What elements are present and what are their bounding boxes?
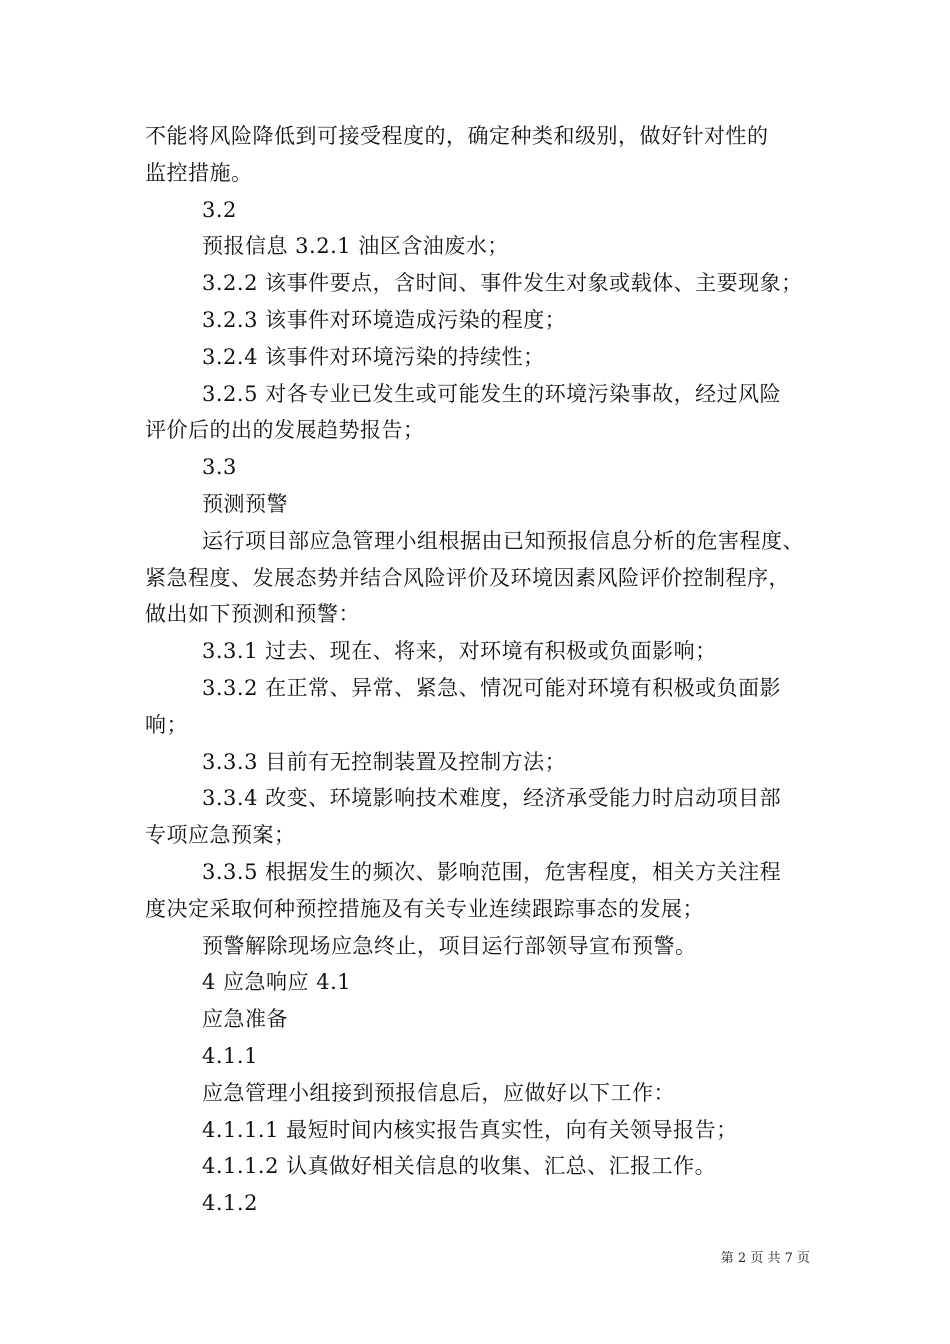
text-line: 运行项目部应急管理小组根据由已知预报信息分析的危害程度、 — [202, 528, 804, 553]
text-line: 4.1.1 — [202, 1043, 258, 1068]
text-line: 应急管理小组接到预报信息后，应做好以下工作： — [202, 1080, 675, 1105]
text-line: 预报信息 3.2.1 油区含油废水； — [202, 234, 509, 259]
text-line: 3.2.5 对各专业已发生或可能发生的环境污染事故，经过风险 — [202, 381, 782, 406]
text-line: 紧急程度、发展态势并结合风险评价及环境因素风险评价控制程序， — [145, 565, 790, 590]
text-line: 3.3.3 目前有无控制装置及控制方法； — [202, 749, 567, 774]
text-line: 3.3 — [202, 455, 237, 480]
text-line: 专项应急预案； — [145, 823, 296, 848]
page-number-footer: 第 2 页 共 7 页 — [720, 1251, 810, 1266]
text-line: 3.3.4 改变、环境影响技术难度，经济承受能力时启动项目部 — [202, 786, 782, 811]
text-line: 4.1.1.1 最短时间内核实报告真实性，向有关领导报告； — [202, 1117, 738, 1142]
text-line: 3.2 — [202, 197, 237, 222]
text-line: 预警解除现场应急终止，项目运行部领导宣布预警。 — [202, 933, 697, 958]
text-line: 4.1.2 — [202, 1191, 258, 1216]
document-body — [145, 118, 815, 1222]
text-line: 3.3.2 在正常、异常、紧急、情况可能对环境有积极或负面影 — [202, 675, 782, 700]
text-line: 监控措施。 — [145, 160, 253, 185]
text-line: 3.3.1 过去、现在、将来，对环境有积极或负面影响； — [202, 639, 717, 664]
text-line: 4.1.1.2 认真做好相关信息的收集、汇总、汇报工作。 — [202, 1154, 717, 1179]
text-line: 不能将风险降低到可接受程度的，确定种类和级别，做好针对性的 — [145, 124, 769, 148]
text-line: 应急准备 — [202, 1007, 288, 1032]
text-line: 响； — [145, 712, 188, 737]
text-line: 度决定采取何种预控措施及有关专业连续跟踪事态的发展； — [145, 896, 704, 921]
text-line: 3.2.4 该事件对环境污染的持续性； — [202, 344, 545, 369]
text-line: 3.2.3 该事件对环境造成污染的程度； — [202, 307, 567, 332]
text-line: 3.3.5 根据发生的频次、影响范围，危害程度，相关方关注程 — [202, 859, 782, 884]
text-line: 评价后的出的发展趋势报告； — [145, 418, 425, 443]
text-line: 做出如下预测和预警： — [145, 602, 360, 627]
text-line: 预测预警 — [202, 491, 288, 516]
text-line: 4 应急响应 4.1 — [202, 970, 352, 995]
text-line: 3.2.2 该事件要点，含时间、事件发生对象或载体、主要现象； — [202, 271, 803, 296]
